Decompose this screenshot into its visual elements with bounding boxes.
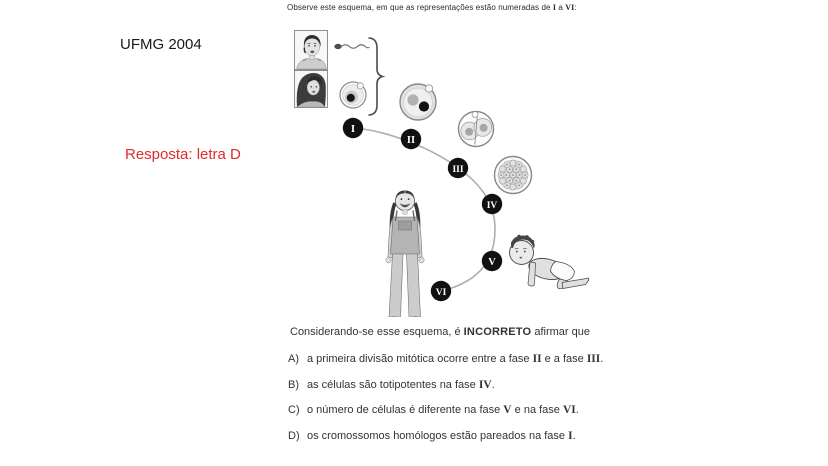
option-c: C) o número de células é diferente na fase V e na fase VI. xyxy=(288,404,579,416)
phase-badge-I xyxy=(343,118,363,138)
man-portrait xyxy=(295,31,328,70)
brace-glyph xyxy=(369,38,383,115)
numeral-IV: IV xyxy=(486,201,498,211)
sperm-icon xyxy=(335,44,370,49)
option-a: A) a primeira divisão mitótica ocorre entre a fase II e a fase III. xyxy=(288,353,604,365)
egg-cell xyxy=(340,82,366,108)
numeral-I: I xyxy=(350,123,356,135)
incorreto-emphasis: INCORRETO xyxy=(463,326,532,338)
answer-label: Resposta: letra D xyxy=(125,146,241,163)
numeral-II: II xyxy=(406,135,416,146)
phase-badge-II xyxy=(401,129,421,149)
two-cell-embryo xyxy=(459,112,494,147)
source-label: UFMG 2004 xyxy=(120,36,202,53)
life-cycle-diagram xyxy=(285,25,605,317)
option-a-label: A) xyxy=(288,353,299,365)
numeral-VI: VI xyxy=(435,288,447,298)
numeral-I-ref: I xyxy=(552,3,557,12)
option-d-label: D) xyxy=(288,430,300,442)
numeral-VI-ref: VI xyxy=(565,3,575,12)
option-b: B) as células são totipotentes na fase IV. xyxy=(288,379,495,391)
phase-badge-V xyxy=(482,251,502,271)
numeral-V: V xyxy=(488,257,496,268)
option-d: D) os cromossomos homólogos estão pareados na fase I. xyxy=(288,430,576,442)
morula xyxy=(495,157,532,194)
option-b-label: B) xyxy=(288,379,299,391)
stage-curve xyxy=(353,128,495,291)
diagram-instruction: Observe este esquema, em que as representações estão numeradas de I a VI: xyxy=(287,3,577,12)
crawling-baby-figure xyxy=(510,235,589,289)
question-stem: Considerando-se esse esquema, é INCORRETO afirmar que xyxy=(290,326,590,338)
phase-badge-III xyxy=(448,158,468,178)
option-c-label: C) xyxy=(288,404,300,416)
woman-portrait xyxy=(295,71,328,108)
zygote-cell xyxy=(400,84,436,120)
phase-badge-IV xyxy=(482,194,502,214)
instruction-text: Observe este esquema, em que as representações estão numeradas de xyxy=(287,3,553,12)
phase-badge-VI xyxy=(431,281,451,301)
numeral-III: III xyxy=(452,165,464,175)
adult-woman-figure xyxy=(386,190,424,317)
